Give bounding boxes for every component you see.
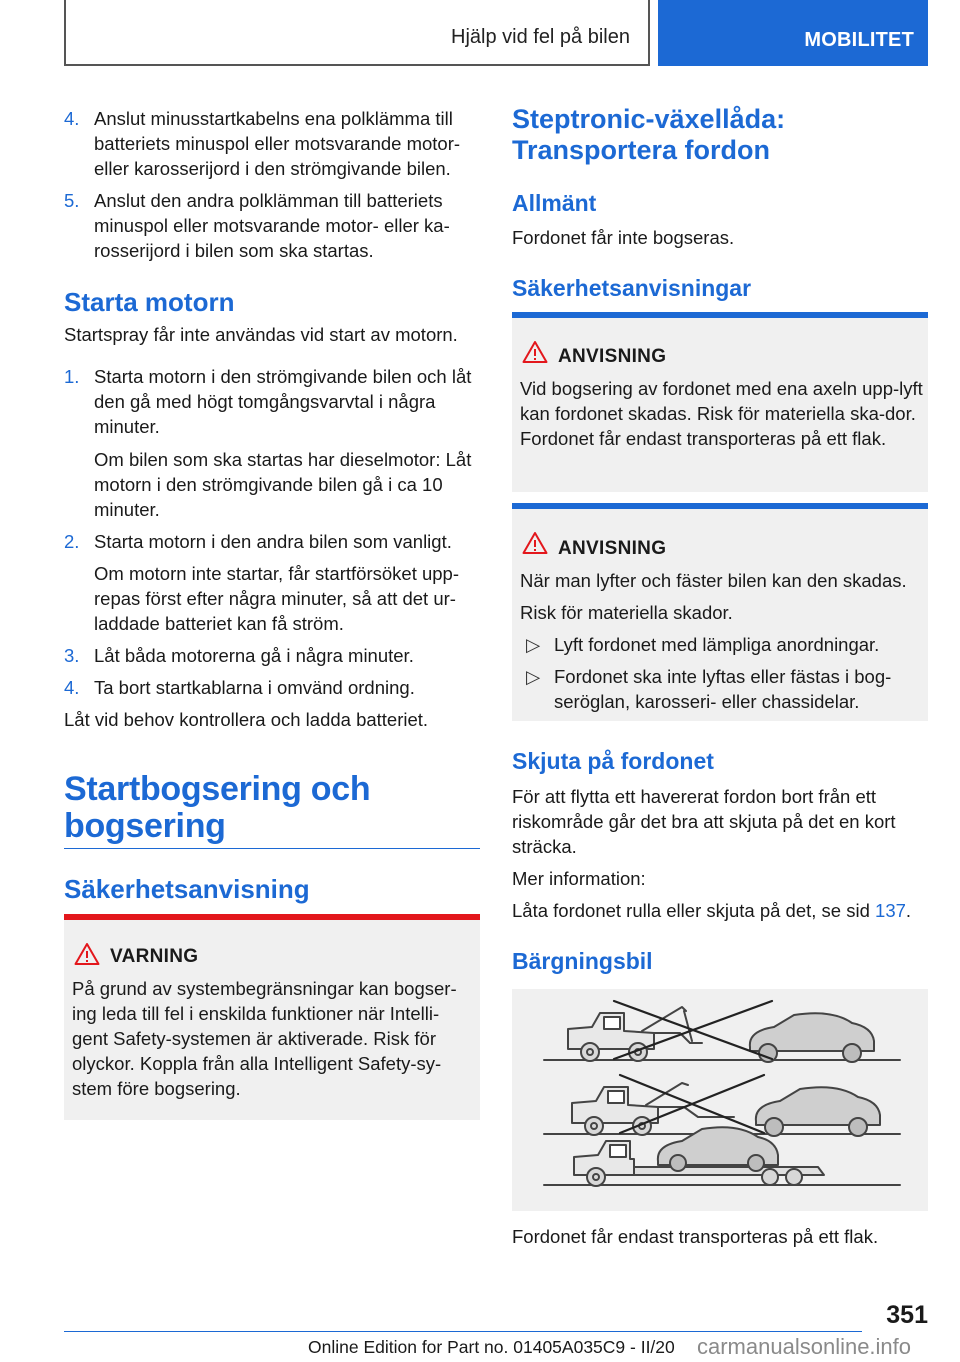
step-number: 2.	[64, 531, 80, 552]
step-number: 4.	[64, 108, 80, 129]
step-text: Starta motorn i den strömgivande bilen och låt den gå med högt tomgångsvarvtal i några minuter.	[94, 366, 472, 437]
notice-line-2: Risk för materiella skador.	[520, 602, 733, 623]
towing-illustration	[512, 989, 928, 1211]
notice-line-1: När man lyfter och fäster bilen kan den skadas.	[520, 570, 907, 591]
bullet-text: Fordonet ska inte lyftas eller fästas i bog-seröglan, karosseri- eller chassidelar.	[554, 666, 892, 712]
general-text: Fordonet får inte bogseras.	[512, 227, 735, 248]
outro-text: Låt vid behov kontrollera och ladda batteriet.	[64, 709, 429, 730]
notice-title: ANVISNING	[558, 346, 667, 367]
notice-triangle-icon	[522, 531, 548, 555]
more-info-label: Mer information:	[512, 868, 646, 889]
push-text: För att flytta ett havererat fordon bort från ett riskområde går det bra att skjuta på det en kort sträcka.	[512, 786, 896, 857]
step-number: 1.	[64, 366, 80, 387]
safety-instructions-heading: Säkerhetsanvisningar	[512, 275, 752, 301]
steptronic-heading-line-1: Steptronic-växellåda:	[512, 104, 786, 134]
bullet-text: Lyft fordonet med lämpliga anordningar.	[554, 634, 880, 655]
step-text: Anslut minusstartkabelns ena polklämma till batteriets minuspol eller motsvarande motor- eller karosserijord i den strömgivande bilen.	[94, 108, 461, 179]
heading-rule	[64, 848, 480, 849]
step-text: Starta motorn i den andra bilen som vanligt.	[94, 531, 452, 552]
reference-text: Låta fordonet rulla eller skjuta på det, se sid	[512, 900, 870, 921]
safety-heading: Säkerhetsanvisning	[64, 874, 310, 904]
tow-truck-heading: Bärgningsbil	[512, 948, 653, 974]
bullet-triangle-icon: ▷	[526, 666, 541, 687]
notice-box-1	[512, 312, 928, 492]
notice-triangle-icon	[522, 340, 548, 364]
page-header	[64, 0, 928, 66]
warning-box	[64, 914, 480, 1120]
page-reference-link[interactable]: 137	[875, 900, 906, 921]
header-section-box	[64, 0, 650, 66]
main-heading-line-2: bogsering	[64, 807, 226, 845]
step-note: Om bilen som ska startas har dieselmotor: Låt motorn i den strömgivande bilen gå i ca 10 minuter.	[94, 449, 472, 520]
tow-methods-drawing	[512, 989, 928, 1211]
notice-box-2	[512, 503, 928, 721]
notice-title: ANVISNING	[558, 538, 667, 559]
warning-triangle-icon	[74, 942, 100, 966]
bullet-triangle-icon: ▷	[526, 634, 541, 655]
header-section-title: Hjälp vid fel på bilen	[451, 26, 630, 48]
cross-reference	[512, 898, 928, 923]
step-note: Om motorn inte startar, får startförsöket upp-repas först efter några minuter, så att det ur-laddade batteriet kan få ström.	[94, 563, 459, 634]
notice-text: Vid bogsering av fordonet med ena axeln upp-lyft kan fordonet skadas. Risk för materiella ska-dor. Fordonet får endast transporteras på ett flak.	[520, 378, 923, 449]
warning-title: VARNING	[110, 946, 199, 967]
car-towed-2	[756, 1087, 880, 1136]
page-number: 351	[886, 1301, 928, 1329]
reference-end: .	[905, 900, 912, 921]
main-heading-line-1: Startbogsering och	[64, 770, 371, 808]
figure-caption: Fordonet får endast transporteras på ett flak.	[512, 1226, 879, 1247]
header-chapter-tab: MOBILITET	[658, 0, 928, 66]
footer-edition: Online Edition for Part no. 01405A035C9 - II/20	[308, 1337, 675, 1357]
step-text: Ta bort startkablarna i omvänd ordning.	[94, 677, 415, 698]
section-heading-starta: Starta motorn	[64, 287, 235, 317]
step-text: Låt båda motorerna gå i några minuter.	[94, 645, 414, 666]
warning-text: På grund av systembegränsningar kan bogser-ing leda till fel i enskilda funktioner när Intelli-gent Safety-systemen är aktiverade. Risk för olyckor. Koppla från alla Intelligent Safety-sy-stem före bogsering.	[72, 978, 457, 1099]
push-heading: Skjuta på fordonet	[512, 748, 714, 774]
step-number: 4.	[64, 677, 80, 698]
step-number: 5.	[64, 190, 80, 211]
steptronic-heading-line-2: Transportera fordon	[512, 135, 771, 165]
general-heading: Allmänt	[512, 190, 597, 216]
starta-intro: Startspray får inte användas vid start av motorn.	[64, 324, 458, 345]
car-lifted-1	[750, 1013, 874, 1062]
step-number: 3.	[64, 645, 80, 666]
watermark: carmanualsonline.info	[697, 1334, 912, 1359]
step-text: Anslut den andra polklämman till batteriets minuspol eller motsvarande motor- eller ka-rosserijord i bilen som ska startas.	[94, 190, 450, 261]
footer-rule	[64, 1331, 862, 1332]
